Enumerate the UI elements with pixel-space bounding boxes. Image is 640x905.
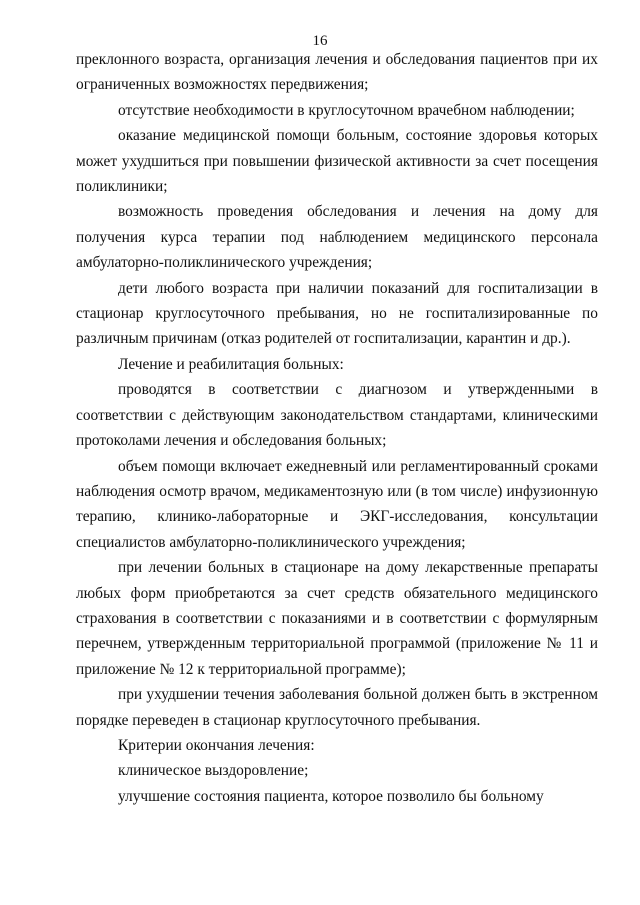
paragraph: оказание медицинской помощи больным, состояние здоровья которых может ухудшиться при повышении физической активности за счет посещения поликлиники; [76,127,598,196]
paragraph: объем помощи включает ежедневный или регламентированный сроками наблюдения осмотр врачом, медикаментозную или (в том числе) инфузионную терапию, клинико-лабораторные и ЭКГ-исследования, консультации специалистов амбулаторно-поликлинического учреждения; [76,457,598,551]
page-number: 16 [312,33,328,49]
paragraph: дети любого возраста при наличии показаний для госпитализации в стационар круглосуточного пребывания, но не госпитализированные по различным причинам (отказ родителей от госпитализации, карантин и др.). [76,279,598,348]
paragraph: клиническое выздоровление; [118,762,309,780]
section-heading: Критерии окончания лечения: [118,736,315,754]
document-body [76,47,598,809]
paragraph: возможность проведения обследования и лечения на дому для получения курса терапии под наблюдением медицинского персонала амбулаторно-поликлинического учреждения; [76,203,598,272]
paragraph: проводятся в соответствии с диагнозом и утвержденными в соответствии с действующим законодательством стандартами, клиническими протоколами лечения и обследования больных; [76,381,598,450]
paragraph: отсутствие необходимости в круглосуточном врачебном наблюдении; [118,101,575,119]
paragraph: при ухудшении течения заболевания больной должен быть в экстренном порядке переведен в стационар круглосуточного пребывания. [76,686,598,729]
section-heading: Лечение и реабилитация больных: [118,355,344,373]
paragraph: улучшение состояния пациента, которое позволило бы больному [118,787,544,805]
paragraph-continuation: преклонного возраста, организация лечения и обследования пациентов при их ограниченных возможностях передвижения; [76,51,598,94]
paragraph: при лечении больных в стационаре на дому лекарственные препараты любых форм приобретаются за счет средств обязательного медицинского страхования в соответствии с показаниями и в соответствии с формулярным перечнем, утвержденным территориальной программой (приложение № 11 и приложение № 12 к территориальной программе); [76,559,598,678]
